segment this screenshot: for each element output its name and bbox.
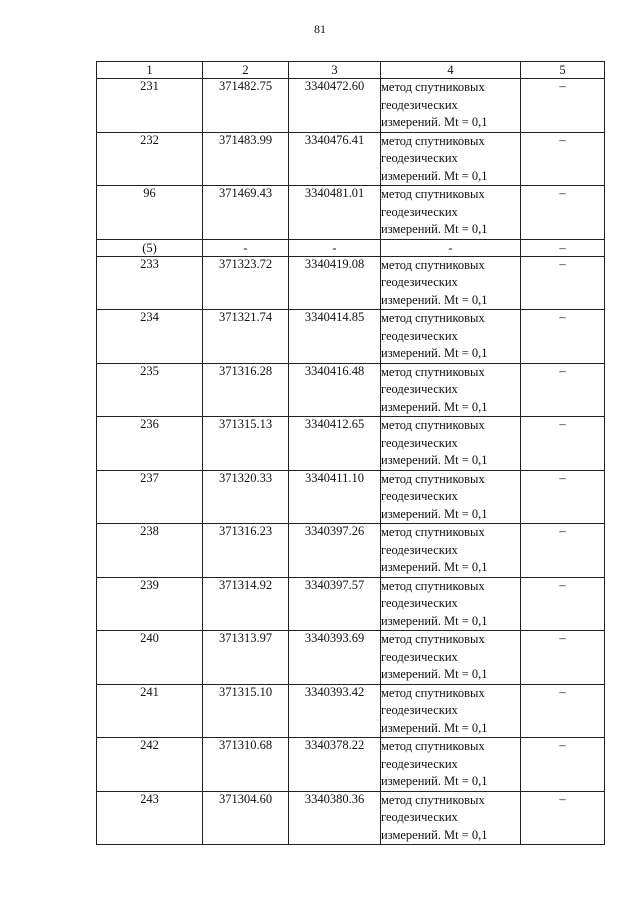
table-row xyxy=(97,791,605,845)
column-header-3: 3 xyxy=(289,62,381,79)
method-line-1: метод спутниковых xyxy=(381,578,485,593)
method-line-2: геодезических xyxy=(381,489,458,503)
x-coordinate: 371316.23 xyxy=(203,524,289,578)
method-line-3: измерений. Mt = 0,1 xyxy=(381,720,488,735)
table-row xyxy=(97,256,605,310)
method-line-3: измерений. Mt = 0,1 xyxy=(381,560,488,574)
method-line-1: метод спутниковых xyxy=(381,685,485,700)
note-cell: – xyxy=(521,363,605,417)
y-coordinate: 3340472.60 xyxy=(289,79,381,133)
x-coordinate: 371482.75 xyxy=(203,79,289,133)
method-description xyxy=(381,470,521,524)
point-number: 234 xyxy=(97,310,203,364)
method-line-1: метод спутниковых xyxy=(381,311,485,325)
method-line-2: геодезических xyxy=(381,382,458,396)
method-line-3: измерений. Mt = 0,1 xyxy=(381,827,488,842)
method-line-2: геодезических xyxy=(381,328,458,343)
method-line-1: метод спутниковых xyxy=(381,792,485,807)
point-number: 241 xyxy=(97,684,203,738)
note-cell: – xyxy=(521,684,605,738)
method-line-3: измерений. Mt = 0,1 xyxy=(381,115,488,129)
method-description xyxy=(381,186,521,240)
y-coordinate: 3340393.42 xyxy=(289,684,381,738)
method-description xyxy=(381,417,521,471)
point-number: 237 xyxy=(97,470,203,524)
method-line-1: метод спутниковых xyxy=(381,80,485,94)
table-row xyxy=(97,524,605,578)
separator-x: - xyxy=(203,239,289,256)
table-row xyxy=(97,186,605,240)
note-cell: – xyxy=(521,417,605,471)
method-line-3: измерений. Mt = 0,1 xyxy=(381,292,488,307)
point-number: 233 xyxy=(97,256,203,310)
method-line-2: геодезических xyxy=(381,435,458,450)
note-cell: – xyxy=(521,577,605,631)
table-row xyxy=(97,363,605,417)
y-coordinate: 3340476.41 xyxy=(289,132,381,186)
method-description xyxy=(381,631,521,685)
y-coordinate: 3340412.65 xyxy=(289,417,381,471)
note-cell: – xyxy=(521,524,605,578)
method-description xyxy=(381,132,521,186)
point-number: 232 xyxy=(97,132,203,186)
table-row xyxy=(97,310,605,364)
column-header-4: 4 xyxy=(381,62,521,79)
method-line-1: метод спутниковых xyxy=(381,133,485,148)
method-description xyxy=(381,363,521,417)
method-line-1: метод спутниковых xyxy=(381,471,485,486)
x-coordinate: 371310.68 xyxy=(203,738,289,792)
x-coordinate: 371304.60 xyxy=(203,791,289,845)
method-line-2: геодезических xyxy=(381,810,458,824)
method-line-2: геодезических xyxy=(381,275,458,289)
method-description xyxy=(381,256,521,310)
y-coordinate: 3340397.26 xyxy=(289,524,381,578)
table-row xyxy=(97,417,605,471)
y-coordinate: 3340414.85 xyxy=(289,310,381,364)
method-line-2: геодезических xyxy=(381,204,458,219)
separator-row xyxy=(97,239,605,256)
page-number: 81 xyxy=(314,22,326,36)
note-cell: – xyxy=(521,132,605,186)
x-coordinate: 371313.97 xyxy=(203,631,289,685)
note-cell: – xyxy=(521,470,605,524)
method-description xyxy=(381,310,521,364)
method-line-3: измерений. Mt = 0,1 xyxy=(381,222,488,236)
method-line-1: метод спутниковых xyxy=(381,525,485,539)
header-row xyxy=(97,62,605,79)
x-coordinate: 371320.33 xyxy=(203,470,289,524)
table-row xyxy=(97,577,605,631)
method-description xyxy=(381,684,521,738)
y-coordinate: 3340419.08 xyxy=(289,256,381,310)
table-body xyxy=(97,79,605,845)
point-number: 236 xyxy=(97,417,203,471)
note-cell: – xyxy=(521,256,605,310)
x-coordinate: 371469.43 xyxy=(203,186,289,240)
point-number: 231 xyxy=(97,79,203,133)
method-line-3: измерений. Mt = 0,1 xyxy=(381,506,488,521)
x-coordinate: 371315.10 xyxy=(203,684,289,738)
method-description xyxy=(381,79,521,133)
method-line-3: измерений. Mt = 0,1 xyxy=(381,667,488,681)
method-line-3: измерений. Mt = 0,1 xyxy=(381,399,488,414)
method-line-1: метод спутниковых xyxy=(381,632,485,646)
method-line-2: геодезических xyxy=(381,703,458,717)
x-coordinate: 371316.28 xyxy=(203,363,289,417)
note-cell: – xyxy=(521,791,605,845)
method-line-2: геодезических xyxy=(381,542,458,557)
method-description xyxy=(381,738,521,792)
x-coordinate: 371483.99 xyxy=(203,132,289,186)
method-line-1: метод спутниковых xyxy=(381,257,485,272)
method-line-3: измерений. Mt = 0,1 xyxy=(381,774,488,788)
method-description xyxy=(381,524,521,578)
contour-number: (5) xyxy=(97,239,203,256)
x-coordinate: 371323.72 xyxy=(203,256,289,310)
y-coordinate: 3340411.10 xyxy=(289,470,381,524)
note-cell: – xyxy=(521,186,605,240)
method-line-3: измерений. Mt = 0,1 xyxy=(381,453,488,467)
point-number: 239 xyxy=(97,577,203,631)
method-line-2: геодезических xyxy=(381,596,458,610)
y-coordinate: 3340397.57 xyxy=(289,577,381,631)
point-number: 240 xyxy=(97,631,203,685)
method-line-2: геодезических xyxy=(381,756,458,771)
table-row xyxy=(97,79,605,133)
point-number: 242 xyxy=(97,738,203,792)
y-coordinate: 3340393.69 xyxy=(289,631,381,685)
separator-note: – xyxy=(521,239,605,256)
method-line-3: измерений. Mt = 0,1 xyxy=(381,613,488,628)
column-header-2: 2 xyxy=(203,62,289,79)
y-coordinate: 3340416.48 xyxy=(289,363,381,417)
table-row xyxy=(97,684,605,738)
x-coordinate: 371315.13 xyxy=(203,417,289,471)
column-header-1: 1 xyxy=(97,62,203,79)
table-row xyxy=(97,470,605,524)
method-line-1: метод спутниковых xyxy=(381,187,485,201)
y-coordinate: 3340378.22 xyxy=(289,738,381,792)
method-line-3: измерений. Mt = 0,1 xyxy=(381,346,488,360)
note-cell: – xyxy=(521,310,605,364)
table-row xyxy=(97,132,605,186)
x-coordinate: 371314.92 xyxy=(203,577,289,631)
coordinates-table xyxy=(96,61,605,845)
method-line-2: геодезических xyxy=(381,97,458,112)
point-number: 235 xyxy=(97,363,203,417)
method-line-1: метод спутниковых xyxy=(381,364,485,379)
separator-y: - xyxy=(289,239,381,256)
note-cell: – xyxy=(521,738,605,792)
separator-method: - xyxy=(381,239,521,256)
y-coordinate: 3340481.01 xyxy=(289,186,381,240)
point-number: 243 xyxy=(97,791,203,845)
method-line-1: метод спутниковых xyxy=(381,418,485,432)
point-number: 238 xyxy=(97,524,203,578)
table-row xyxy=(97,738,605,792)
method-description xyxy=(381,577,521,631)
x-coordinate: 371321.74 xyxy=(203,310,289,364)
note-cell: – xyxy=(521,631,605,685)
method-description xyxy=(381,791,521,845)
y-coordinate: 3340380.36 xyxy=(289,791,381,845)
table-row xyxy=(97,631,605,685)
note-cell: – xyxy=(521,79,605,133)
method-line-2: геодезических xyxy=(381,151,458,165)
column-header-5: 5 xyxy=(521,62,605,79)
method-line-2: геодезических xyxy=(381,649,458,664)
method-line-3: измерений. Mt = 0,1 xyxy=(381,168,488,183)
method-line-1: метод спутниковых xyxy=(381,739,485,753)
point-number: 96 xyxy=(97,186,203,240)
